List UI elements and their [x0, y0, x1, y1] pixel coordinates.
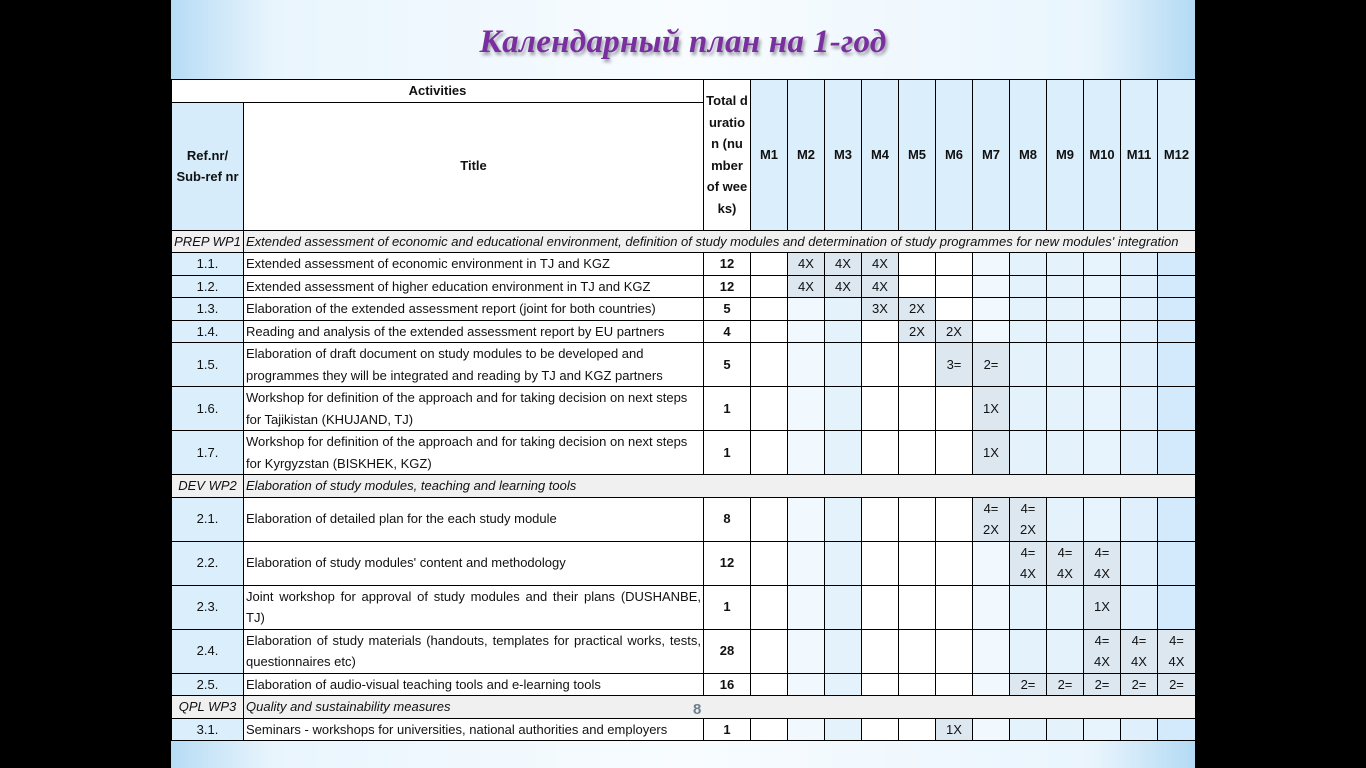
month-cell — [973, 541, 1010, 585]
month-cell — [1047, 320, 1084, 343]
month-cell — [973, 673, 1010, 696]
activity-title: Elaboration of detailed plan for the each study module — [244, 497, 704, 541]
month-cell: 3= — [936, 343, 973, 387]
activity-row — [172, 718, 1196, 741]
month-cell — [1084, 275, 1121, 298]
month-cell — [788, 718, 825, 741]
month-cell: 1X — [973, 387, 1010, 431]
work-package-row — [172, 230, 1196, 253]
month-cell — [862, 431, 899, 475]
activity-row — [172, 253, 1196, 276]
month-cell: 4= 2X — [1010, 497, 1047, 541]
month-cell — [1158, 253, 1196, 276]
month-header: M2 — [788, 80, 825, 231]
month-cell — [899, 253, 936, 276]
month-cell — [751, 718, 788, 741]
month-cell: 2X — [899, 320, 936, 343]
activity-duration: 12 — [704, 253, 751, 276]
work-package-row — [172, 696, 1196, 719]
month-cell: 4X — [862, 275, 899, 298]
month-cell: 1X — [936, 718, 973, 741]
month-cell — [1047, 497, 1084, 541]
month-cell — [1158, 343, 1196, 387]
work-package-ref: PREP WP1 — [172, 230, 244, 253]
month-cell — [1047, 387, 1084, 431]
month-cell — [1158, 718, 1196, 741]
month-cell — [1010, 320, 1047, 343]
month-cell — [1158, 275, 1196, 298]
month-cell — [825, 541, 862, 585]
month-cell — [936, 387, 973, 431]
month-cell: 4= 4X — [1084, 541, 1121, 585]
month-cell — [788, 320, 825, 343]
month-cell — [751, 387, 788, 431]
month-cell — [1010, 585, 1047, 629]
month-cell — [751, 343, 788, 387]
month-cell — [751, 320, 788, 343]
activity-row — [172, 629, 1196, 673]
month-cell — [936, 253, 973, 276]
activity-duration: 12 — [704, 541, 751, 585]
activity-title: Seminars - workshops for universities, national authorities and employers — [244, 718, 704, 741]
month-cell — [899, 585, 936, 629]
activity-duration: 12 — [704, 275, 751, 298]
month-cell — [1084, 431, 1121, 475]
month-cell — [899, 431, 936, 475]
month-cell — [751, 541, 788, 585]
activity-ref: 1.1. — [172, 253, 244, 276]
month-cell — [1158, 431, 1196, 475]
activity-row — [172, 585, 1196, 629]
month-cell — [788, 298, 825, 321]
month-cell: 2= — [1047, 673, 1084, 696]
month-cell — [899, 541, 936, 585]
month-cell — [862, 718, 899, 741]
month-cell — [1010, 343, 1047, 387]
month-cell — [1084, 343, 1121, 387]
month-cell — [936, 298, 973, 321]
month-cell — [899, 497, 936, 541]
activity-duration: 8 — [704, 497, 751, 541]
activity-row — [172, 431, 1196, 475]
slide-title: Календарный план на 1-год — [479, 24, 887, 60]
activity-duration: 28 — [704, 629, 751, 673]
month-cell: 4= 4X — [1010, 541, 1047, 585]
month-cell — [862, 541, 899, 585]
month-cell — [1010, 275, 1047, 298]
month-cell — [862, 497, 899, 541]
activity-title: Workshop for definition of the approach and for taking decision on next steps for Kyrgyzstan (BISKHEK, KGZ) — [244, 431, 704, 475]
month-cell — [899, 673, 936, 696]
month-cell — [973, 320, 1010, 343]
month-cell — [825, 387, 862, 431]
month-cell — [1047, 298, 1084, 321]
month-cell: 2= — [1084, 673, 1121, 696]
month-header: M8 — [1010, 80, 1047, 231]
month-cell — [1121, 275, 1158, 298]
month-cell — [1047, 629, 1084, 673]
month-cell — [899, 629, 936, 673]
month-cell — [973, 585, 1010, 629]
month-cell — [1121, 431, 1158, 475]
month-cell — [751, 431, 788, 475]
activity-ref: 2.1. — [172, 497, 244, 541]
month-cell — [1121, 585, 1158, 629]
activity-ref: 1.5. — [172, 343, 244, 387]
slide — [171, 0, 1195, 768]
ref-header: Ref.nr/ Sub-ref nr — [172, 102, 244, 230]
month-cell — [751, 629, 788, 673]
month-cell — [1084, 298, 1121, 321]
month-cell — [788, 497, 825, 541]
activity-ref: 1.4. — [172, 320, 244, 343]
month-cell — [825, 585, 862, 629]
month-cell: 2X — [899, 298, 936, 321]
month-cell — [825, 431, 862, 475]
month-cell — [788, 585, 825, 629]
month-cell — [751, 585, 788, 629]
month-cell — [1047, 585, 1084, 629]
month-cell — [1084, 718, 1121, 741]
month-cell — [1010, 298, 1047, 321]
month-cell — [1047, 431, 1084, 475]
activity-duration: 4 — [704, 320, 751, 343]
month-cell — [936, 275, 973, 298]
month-cell — [825, 320, 862, 343]
month-cell — [788, 541, 825, 585]
month-cell — [1010, 387, 1047, 431]
month-cell — [788, 387, 825, 431]
month-cell — [751, 673, 788, 696]
month-cell — [751, 275, 788, 298]
month-cell — [936, 585, 973, 629]
activity-row — [172, 673, 1196, 696]
month-cell — [1084, 387, 1121, 431]
activity-duration: 1 — [704, 387, 751, 431]
month-cell — [825, 343, 862, 387]
month-cell: 1X — [973, 431, 1010, 475]
month-cell: 4= 4X — [1084, 629, 1121, 673]
activity-row — [172, 275, 1196, 298]
month-cell: 3X — [862, 298, 899, 321]
month-cell — [936, 497, 973, 541]
month-cell: 4= 4X — [1158, 629, 1196, 673]
month-header: M6 — [936, 80, 973, 231]
month-cell — [1121, 387, 1158, 431]
month-cell — [788, 673, 825, 696]
month-cell — [973, 718, 1010, 741]
month-header: M4 — [862, 80, 899, 231]
month-cell: 1X — [1084, 585, 1121, 629]
activity-title: Extended assessment of higher education environment in TJ and KGZ — [244, 275, 704, 298]
month-cell — [825, 497, 862, 541]
month-cell — [825, 718, 862, 741]
month-header: M3 — [825, 80, 862, 231]
month-cell — [899, 275, 936, 298]
month-cell: 4= 4X — [1047, 541, 1084, 585]
month-cell — [973, 298, 1010, 321]
month-cell — [825, 629, 862, 673]
activity-title: Elaboration of audio-visual teaching tools and e-learning tools — [244, 673, 704, 696]
month-cell — [751, 298, 788, 321]
activity-title: Elaboration of the extended assessment report (joint for both countries) — [244, 298, 704, 321]
month-cell — [936, 673, 973, 696]
month-header: M9 — [1047, 80, 1084, 231]
month-header: M11 — [1121, 80, 1158, 231]
month-cell — [1047, 343, 1084, 387]
month-cell — [825, 298, 862, 321]
work-package-title: Quality and sustainability measures — [244, 696, 1196, 719]
activity-row — [172, 497, 1196, 541]
activity-duration: 1 — [704, 585, 751, 629]
activity-row — [172, 298, 1196, 321]
month-cell — [899, 343, 936, 387]
month-cell — [899, 387, 936, 431]
month-header: M12 — [1158, 80, 1196, 231]
activity-duration: 1 — [704, 718, 751, 741]
month-cell — [1121, 343, 1158, 387]
activity-row — [172, 320, 1196, 343]
activity-title: Reading and analysis of the extended assessment report by EU partners — [244, 320, 704, 343]
activity-title: Elaboration of study modules' content and methodology — [244, 541, 704, 585]
month-cell: 4X — [788, 275, 825, 298]
month-cell — [936, 629, 973, 673]
month-cell — [1158, 298, 1196, 321]
activity-row — [172, 541, 1196, 585]
activity-title: Joint workshop for approval of study modules and their plans (DUSHANBE, TJ) — [244, 585, 704, 629]
month-cell — [1047, 253, 1084, 276]
month-cell — [862, 387, 899, 431]
activity-title: Elaboration of draft document on study modules to be developed and programmes they will be integrated and reading by TJ and KGZ partners — [244, 343, 704, 387]
activity-ref: 1.7. — [172, 431, 244, 475]
page-number: 8 — [693, 701, 702, 718]
activity-title: Elaboration of study materials (handouts, templates for practical works, tests, questionnaires etc) — [244, 629, 704, 673]
month-cell — [788, 629, 825, 673]
month-cell — [751, 497, 788, 541]
month-cell — [936, 431, 973, 475]
month-cell: 2X — [936, 320, 973, 343]
title-header: Title — [244, 102, 704, 230]
month-cell — [1084, 497, 1121, 541]
activity-duration: 1 — [704, 431, 751, 475]
work-package-ref: DEV WP2 — [172, 475, 244, 498]
month-cell — [1121, 497, 1158, 541]
activity-ref: 1.6. — [172, 387, 244, 431]
duration-header: Total duration (number of weeks) — [704, 80, 751, 231]
month-cell — [1121, 718, 1158, 741]
month-cell — [862, 673, 899, 696]
activities-header: Activities — [172, 80, 704, 103]
month-cell — [1084, 253, 1121, 276]
month-cell — [1121, 541, 1158, 585]
month-header: M7 — [973, 80, 1010, 231]
month-cell — [825, 673, 862, 696]
activity-row — [172, 343, 1196, 387]
activity-title: Workshop for definition of the approach and for taking decision on next steps for Tajikistan (KHUJAND, TJ) — [244, 387, 704, 431]
month-cell — [1084, 320, 1121, 343]
month-cell — [1010, 253, 1047, 276]
month-cell: 4X — [788, 253, 825, 276]
month-cell — [973, 629, 1010, 673]
activity-title: Extended assessment of economic environment in TJ and KGZ — [244, 253, 704, 276]
month-cell — [788, 343, 825, 387]
month-cell — [1121, 320, 1158, 343]
month-cell — [862, 343, 899, 387]
activity-ref: 2.3. — [172, 585, 244, 629]
month-cell — [1010, 718, 1047, 741]
month-cell: 2= — [1121, 673, 1158, 696]
activity-ref: 1.3. — [172, 298, 244, 321]
activity-duration: 16 — [704, 673, 751, 696]
month-cell — [973, 253, 1010, 276]
month-cell: 4X — [825, 253, 862, 276]
month-cell — [936, 541, 973, 585]
activity-ref: 2.4. — [172, 629, 244, 673]
month-cell — [1158, 497, 1196, 541]
month-cell — [1010, 629, 1047, 673]
month-cell: 4X — [862, 253, 899, 276]
month-cell — [788, 431, 825, 475]
month-cell — [1010, 431, 1047, 475]
month-cell: 4X — [825, 275, 862, 298]
month-cell — [1158, 387, 1196, 431]
activity-row — [172, 387, 1196, 431]
month-cell — [899, 718, 936, 741]
month-header: M5 — [899, 80, 936, 231]
month-cell — [1158, 320, 1196, 343]
activity-ref: 1.2. — [172, 275, 244, 298]
month-cell — [862, 320, 899, 343]
activity-duration: 5 — [704, 343, 751, 387]
work-package-row — [172, 475, 1196, 498]
month-cell — [751, 253, 788, 276]
month-cell — [1158, 541, 1196, 585]
activity-ref: 3.1. — [172, 718, 244, 741]
activity-ref: 2.2. — [172, 541, 244, 585]
month-cell — [1047, 718, 1084, 741]
month-cell: 2= — [973, 343, 1010, 387]
month-header: M1 — [751, 80, 788, 231]
month-cell: 2= — [1010, 673, 1047, 696]
month-cell — [973, 275, 1010, 298]
month-header: M10 — [1084, 80, 1121, 231]
work-package-ref: QPL WP3 — [172, 696, 244, 719]
month-cell — [862, 585, 899, 629]
work-package-title: Extended assessment of economic and educational environment, definition of study modules and determination of study programmes for new modules' integration — [244, 230, 1196, 253]
month-cell — [1047, 275, 1084, 298]
month-cell: 4= 2X — [973, 497, 1010, 541]
month-cell — [862, 629, 899, 673]
activity-duration: 5 — [704, 298, 751, 321]
month-cell — [1158, 585, 1196, 629]
month-cell — [1121, 298, 1158, 321]
calendar-plan-table — [171, 79, 1195, 741]
activity-ref: 2.5. — [172, 673, 244, 696]
month-cell — [1121, 253, 1158, 276]
plan-body — [172, 230, 1196, 741]
month-cell: 2= — [1158, 673, 1196, 696]
month-cell: 4= 4X — [1121, 629, 1158, 673]
work-package-title: Elaboration of study modules, teaching and learning tools — [244, 475, 1196, 498]
header-row-top — [172, 80, 1196, 103]
